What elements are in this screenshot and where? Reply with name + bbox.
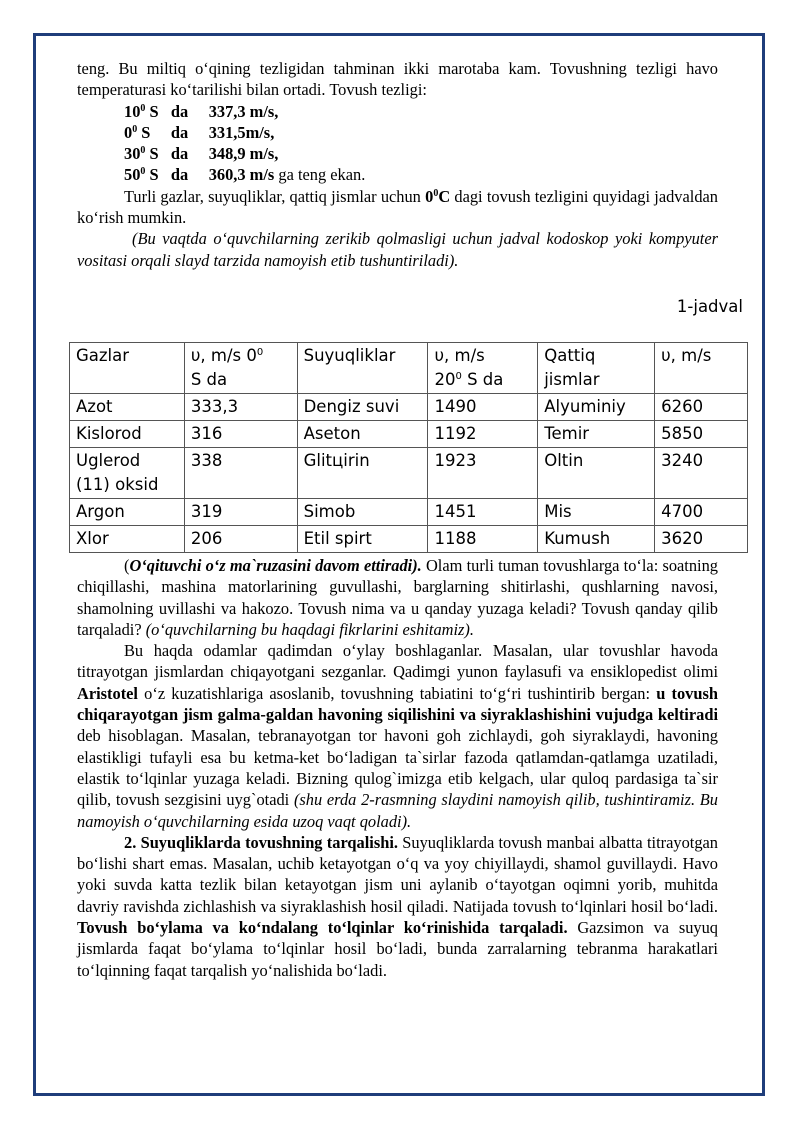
teacher-note: (Bu vaqtda o‘quvchilarning zerikib qolmasligi uchun jadval kodoskop yoki kompyuter vositasi orqali slayd tarzida namoyish etib tushuntiriladi).: [77, 229, 718, 270]
cell-liquid: Glitцirin: [297, 448, 428, 499]
cell-liquid-speed: 1923: [428, 448, 538, 499]
paragraph-3: (O‘qituvchi o‘z ma`ruzasini davom ettiradi). Olam turli tuman tovushlarga to‘la: soatning chiqillashi, mashina matorlarining guvullashi, barglarning shitirlashi, qushlarning navosi, shamolning uvillashi va hakozo. Tovush nima va u qanday yuzaga keladi? Tovush qanday qilib tarqaladi? (o‘quvchilarning bu haqdagi fikrlarini eshitamiz).: [77, 556, 719, 639]
degree-sup: 0: [140, 166, 146, 178]
cell-solid-speed: 3620: [655, 526, 748, 553]
cell-solid: Alyuminiy: [538, 394, 655, 421]
cell-solid-speed: 3240: [655, 448, 748, 499]
cell-gas-speed: 206: [184, 526, 297, 553]
table-caption: 1-jadval: [676, 297, 743, 316]
cell-gas-speed: 319: [184, 499, 297, 526]
header-speed-liquid: υ, m/s $20^0$ S da: [428, 343, 538, 394]
header-solids: Qattiq jismlar: [538, 343, 655, 394]
cell-gas-speed: 333,3: [184, 394, 297, 421]
cell-solid-speed: 5850: [655, 421, 748, 448]
cell-solid: Kumush: [538, 526, 655, 553]
degree-sup: 0: [132, 123, 138, 135]
table-row: [70, 448, 748, 499]
speed-line-2: $0^0$ S da 331,5m/s,: [124, 122, 275, 142]
table-row: [70, 499, 748, 526]
degree-sup: 0: [140, 145, 146, 157]
header-liquids: Suyuqliklar: [297, 343, 428, 394]
cell-liquid: Dengiz suvi: [297, 394, 428, 421]
cell-liquid-speed: 1451: [428, 499, 538, 526]
cell-liquid-speed: 1188: [428, 526, 538, 553]
cell-liquid: Aseton: [297, 421, 428, 448]
cell-gas: Uglerod (11) oksid: [70, 448, 185, 499]
cell-gas: Kislorod: [70, 421, 185, 448]
cell-solid: Temir: [538, 421, 655, 448]
speed-line-4: $50^0$ S da 360,3 m/s ga teng ekan.: [124, 165, 366, 185]
header-speed-gas: υ, m/s $0^0$ S da: [184, 343, 297, 394]
cell-liquid-speed: 1490: [428, 394, 538, 421]
cell-liquid-speed: 1192: [428, 421, 538, 448]
speed-line-3: $30^0$ S da 348,9 m/s,: [124, 144, 279, 164]
header-speed-solid: υ, m/s: [655, 343, 748, 394]
table-header-row: [70, 343, 748, 394]
table-row: [70, 394, 748, 421]
top-text: [77, 58, 718, 271]
intro-paragraph: teng. Bu miltiq o‘qining tezligidan tahminan ikki marotaba kam. Tovushning tezligi havo temperaturasi ko‘tarilishi bilan ortadi. Tovush tezligi:: [77, 59, 718, 100]
table-row: [70, 421, 748, 448]
cell-liquid: Simob: [297, 499, 428, 526]
cell-liquid: Etil spirt: [297, 526, 428, 553]
header-gases: Gazlar: [70, 343, 185, 394]
degree-sup: 0: [140, 102, 146, 114]
bottom-text: [77, 555, 718, 981]
cell-gas-speed: 338: [184, 448, 297, 499]
table-intro-paragraph: Turli gazlar, suyuqliklar, qattiq jismlar uchun $0^0C$ dagi tovush tezligini quyidagi jadvaldan ko‘rish mumkin.: [77, 186, 718, 228]
cell-gas: Xlor: [70, 526, 185, 553]
table-row: [70, 526, 748, 553]
paragraph-4: Bu haqda odamlar qadimdan o‘ylay boshlaganlar. Masalan, ular tovushlar havoda titrayotgan jismlardan chiqayotgani sezganlar. Qadimgi yunon faylasufi va ensiklopedist olimi Aristotel o‘z kuzatishlariga asoslanib, tovushning tabiatini to‘g‘ri tushintirib bergan: u tovush chiqarayotgan jism galma-galdan havoning siqilishini va siyraklashishini vujudga keltiradi deb hisoblagan. Masalan, tebranayotgan tor havoni goh zichlaydi, goh siyraklaydi, havoning elastikligi tufayli esa bu ketma-ket bo‘ladigan ta`sirlar fazoda qatlamdan-qatlamga uzatiladi, elastik to‘lqinlar yuzaga keladi. Bizning qulog`imizga etib kelgach, ular quloq pardasiga ta`sir qilib, tovush sezgisini uyg`otadi (shu erda 2-rasmning slaydini namoyish qilib, tushintiramiz. Bu namoyish o‘quvchilarning esida uzoq vaqt qoladi).: [77, 641, 718, 831]
speed-line-1: $10^0$ S da 337,3 m/s,: [124, 101, 279, 121]
paragraph-5: 2. Suyuqliklarda tovushning tarqalishi. Suyuqliklarda tovush manbai albatta titrayotgan bo‘lishi shart emas. Masalan, uchib ketayotgan o‘q va yoy chiyillaydi, shamol guvillaydi. Havo yoki suvda katta tezlik bilan ketayotgan jism uni aylanib o‘tayotgan oqimni yorib, muhitda davriy ravishda zichlashish va siyraklashish hosil qiladi. Natijada tovush to‘lqinlari hosil bo‘ladi. Tovush bo‘ylama va ko‘ndalang to‘lqinlar ko‘rinishida tarqaladi. Gazsimon va suyuq jismlarda faqat bo‘ylama to‘lqinlar hosil bo‘ladi, bunda zarralarning tebranma harakatlari to‘lqinning faqat tarqalish yo‘nalishida bo‘ladi.: [77, 832, 718, 980]
cell-solid-speed: 4700: [655, 499, 748, 526]
cell-gas: Argon: [70, 499, 185, 526]
cell-solid-speed: 6260: [655, 394, 748, 421]
cell-solid: Mis: [538, 499, 655, 526]
sound-speed-table: [69, 342, 748, 553]
cell-gas: Azot: [70, 394, 185, 421]
cell-solid: Oltin: [538, 448, 655, 499]
cell-gas-speed: 316: [184, 421, 297, 448]
